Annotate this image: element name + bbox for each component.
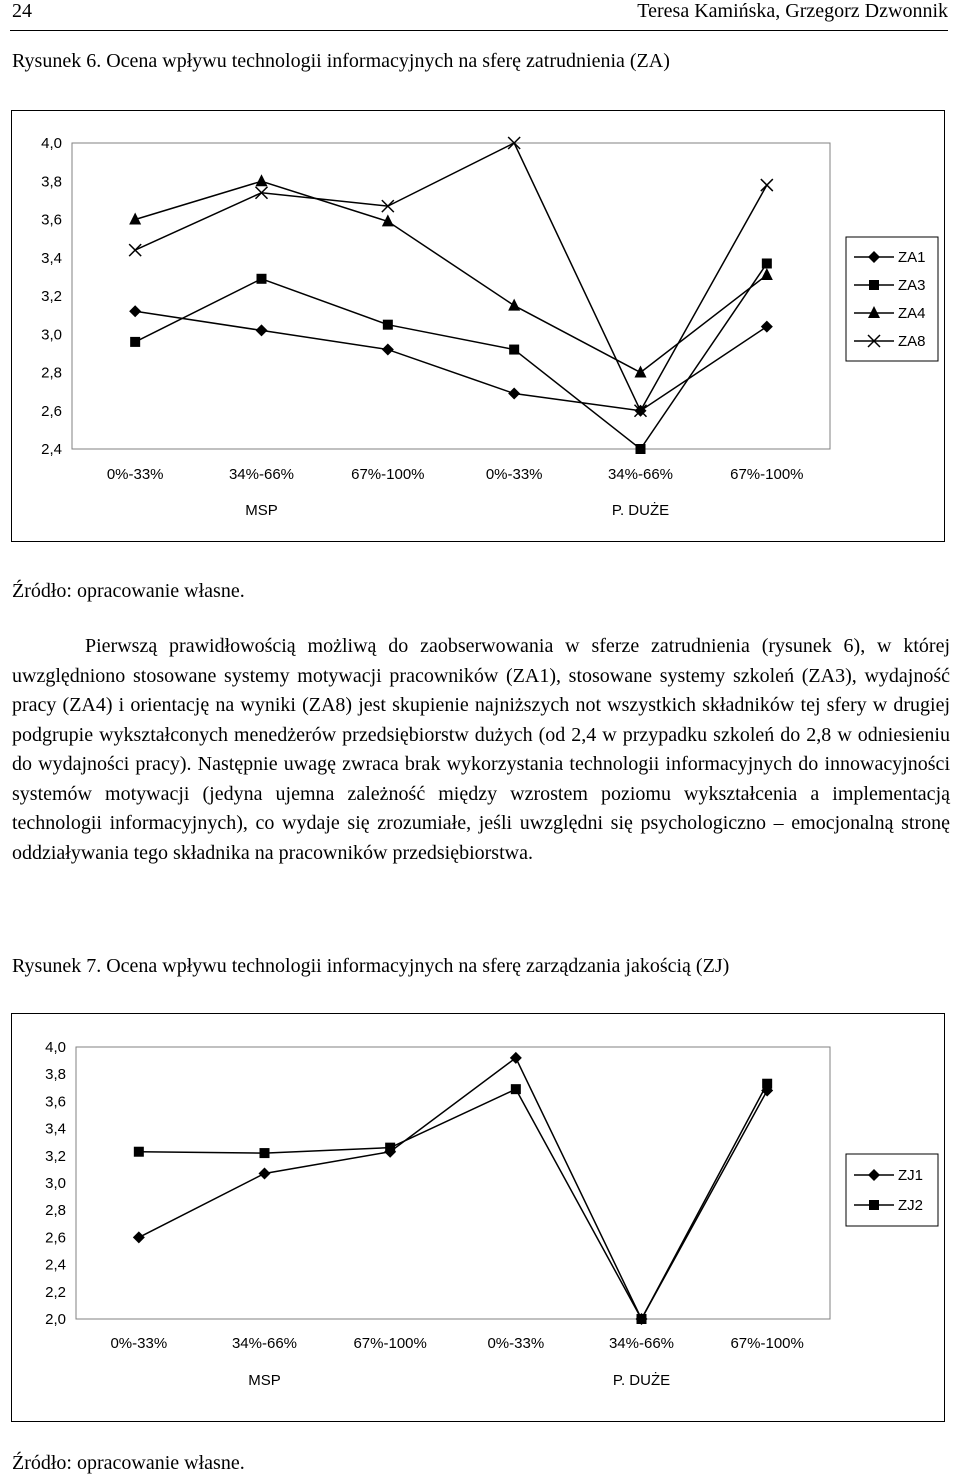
body-paragraph: Pierwszą prawidłowością możliwą do zaobserwowania w sferze zatrudnienia (rysunek 6), w której uwzględniono stosowane systemy motywacji pracowników (ZA1), stosowane systemy szkoleń (ZA3), wydajność pracy (ZA4) i orientację na wyniki (ZA8) jest skupienie najniższych not wszystkich składników tej sfery w drugiej podgrupie wykształconych menedżerów przedsiębiorstw dużych (od 2,4 w przypadku szkoleń do 2,8 w odniesieniu do wydajności pracy). Następnie uwagę zwraca brak wykorzystania technologii informacyjnych do innowacyjności systemów motywacji (jedyna ujemna zależność między wzrostem poziomu wykształcenia a implementacją technologii informacyjnych), co wydaje się zrozumiałe, jeśli uwzględni się psychologiczno – emocjonalną stronę oddziaływania tego składnika na pracowników przedsiębiorstwa. [12,635,950,864]
fig7-legend-marker-zj2 [869,1200,879,1210]
figure7-chart [11,1013,945,1422]
fig7-group-label: P. DUŻE [612,1372,671,1389]
fig6-series-za1 [129,305,773,416]
fig6-x-tick-label: 67%-100% [351,466,425,483]
fig6-x-tick-label: 0%-33% [106,466,164,483]
fig7-y-tick-label: 2,6 [45,1229,66,1247]
fig6-data-point-za8 [761,179,773,191]
fig7-y-tick-label: 3,4 [45,1120,66,1138]
fig7-data-point-zj2 [762,1079,772,1089]
page-header [10,0,950,26]
fig6-series-za8 [129,137,773,417]
fig7-data-point-zj2 [637,1314,647,1324]
fig6-series-za3 [130,258,772,454]
fig6-data-point-za1 [382,344,394,356]
fig7-series-line-zj1 [139,1058,767,1319]
fig6-data-point-za4 [508,299,520,311]
fig6-legend-marker-za3 [869,280,879,290]
fig7-legend-label-zj2: ZJ2 [898,1197,924,1214]
figure6-source: Źródło: opracowanie własne. [12,580,245,602]
fig6-legend [846,237,938,361]
fig6-x-tick-label: 34%-66% [228,466,295,483]
fig6-data-point-za3 [636,444,646,454]
fig6-data-point-za4 [635,366,647,378]
fig7-series-zj2 [134,1079,772,1324]
figure7-caption: Rysunek 7. Ocena wpływu technologii informacyjnych na sferę zarządzania jakością (ZJ) [12,955,730,977]
fig7-series-line-zj2 [139,1084,767,1319]
fig6-data-point-za1 [761,321,773,333]
figure7-chart-svg [12,1014,944,1421]
fig6-series-line-za4 [135,181,767,372]
fig7-data-point-zj2 [385,1143,395,1153]
fig6-legend-label-za3: ZA3 [898,277,926,294]
fig6-y-tick-label: 3,8 [41,173,62,191]
fig7-y-tick-label: 2,2 [45,1283,66,1301]
fig6-x-tick-label: 0%-33% [485,466,543,483]
fig6-x-tick-label: 67%-100% [730,466,804,483]
fig7-x-tick-label: 67%-100% [730,1335,804,1352]
running-head-authors: Teresa Kamińska, Grzegorz Dzwonnik [637,0,948,22]
figure6-chart-svg [12,111,944,541]
fig7-x-tick-label: 34%-66% [608,1335,675,1352]
fig7-data-point-zj2 [134,1147,144,1157]
fig6-y-tick-label: 3,0 [41,326,62,344]
fig6-legend-label-za1: ZA1 [898,249,926,266]
fig7-legend [846,1154,938,1226]
fig7-y-tick-label: 3,6 [45,1093,66,1111]
fig7-group-label: MSP [248,1372,281,1389]
page-number: 24 [12,0,32,22]
fig6-data-point-za1 [256,324,268,336]
fig7-y-tick-label: 3,2 [45,1147,66,1165]
fig7-y-tick-label: 2,0 [45,1311,66,1328]
fig7-x-tick-label: 0%-33% [110,1335,168,1352]
fig7-x-tick-label: 34%-66% [231,1335,298,1352]
fig6-data-point-za3 [130,337,140,347]
header-rule [10,30,948,31]
fig7-x-tick-label: 67%-100% [353,1335,427,1352]
fig7-y-tick-label: 4,0 [45,1039,66,1056]
fig6-y-tick-label: 3,2 [41,288,62,305]
fig6-legend-label-za4: ZA4 [898,305,926,322]
fig7-y-tick-label: 3,8 [45,1066,66,1084]
fig7-data-point-zj1 [510,1052,522,1064]
fig7-data-point-zj2 [511,1084,521,1094]
fig7-data-point-zj1 [133,1231,145,1243]
fig6-data-point-za1 [129,305,141,317]
fig6-legend-label-za8: ZA8 [898,333,926,350]
fig6-data-point-za1 [508,388,520,400]
fig6-plot-area [72,143,830,449]
fig6-data-point-za3 [509,345,519,355]
fig7-legend-label-zj1: ZJ1 [898,1167,924,1184]
fig7-y-tick-label: 2,8 [45,1202,66,1220]
figure6-caption: Rysunek 6. Ocena wpływu technologii informacyjnych na sferę zatrudnienia (ZA) [12,50,670,72]
fig6-x-tick-label: 34%-66% [607,466,674,483]
fig6-group-label: MSP [245,502,278,519]
fig7-series-zj1 [133,1052,773,1325]
fig6-data-point-za3 [383,320,393,330]
fig6-y-tick-label: 2,6 [41,402,62,420]
fig7-data-point-zj1 [259,1167,271,1179]
figure7-source: Źródło: opracowanie własne. [12,1452,245,1474]
fig6-data-point-za4 [256,174,268,186]
fig6-series-line-za3 [135,263,767,449]
fig6-data-point-za8 [129,244,141,256]
fig6-data-point-za3 [257,274,267,284]
fig6-y-tick-label: 2,4 [41,441,62,458]
fig7-legend-box [846,1154,938,1226]
fig6-data-point-za3 [762,258,772,268]
fig7-x-tick-label: 0%-33% [487,1335,545,1352]
fig7-y-tick-label: 3,0 [45,1175,66,1192]
fig6-group-label: P. DUŻE [611,502,670,519]
fig6-y-tick-label: 4,0 [41,135,62,152]
fig6-series-line-za8 [135,143,767,411]
body-text [12,632,950,868]
figure6-chart [11,110,945,542]
fig7-data-point-zj2 [260,1148,270,1158]
fig6-y-tick-label: 3,4 [41,249,62,267]
fig6-y-tick-label: 2,8 [41,364,62,382]
fig6-y-tick-label: 3,6 [41,211,62,229]
fig6-series-line-za1 [135,311,767,410]
fig7-y-tick-label: 2,4 [45,1256,66,1274]
